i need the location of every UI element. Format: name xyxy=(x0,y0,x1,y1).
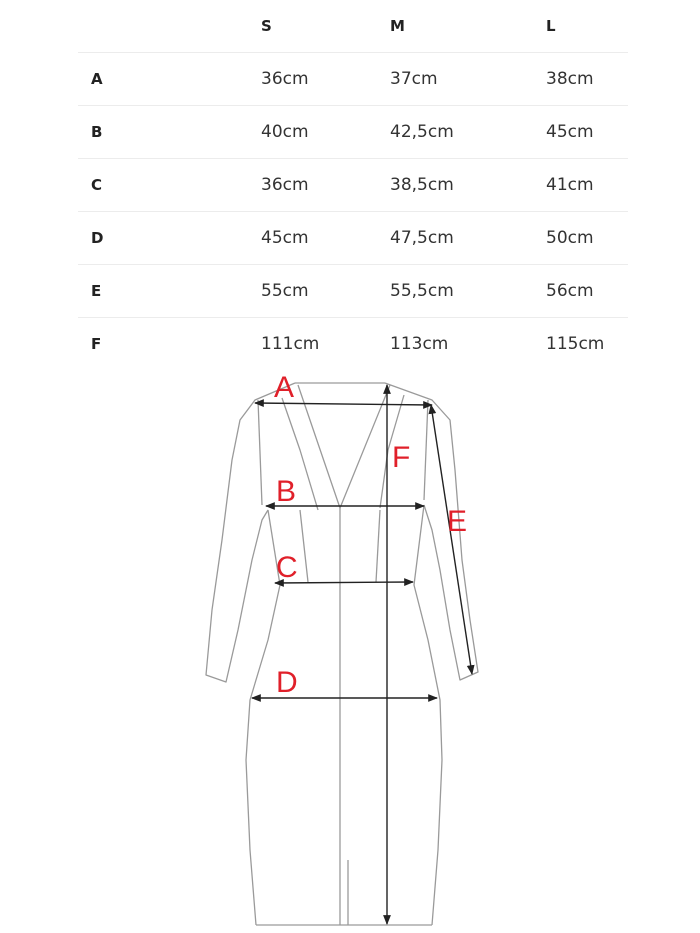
table-cell: 40cm xyxy=(261,122,309,142)
table-row xyxy=(78,159,628,212)
label-e: E xyxy=(447,505,468,538)
table-cell: 55cm xyxy=(261,281,309,301)
header-cell-s: S xyxy=(261,17,272,35)
row-label: E xyxy=(91,282,102,300)
dress-measurement-diagram xyxy=(0,360,700,933)
row-label: B xyxy=(91,123,103,141)
table-cell: 36cm xyxy=(261,69,309,89)
table-cell: 47,5cm xyxy=(390,228,454,248)
table-cell: 42,5cm xyxy=(390,122,454,142)
table-cell: 45cm xyxy=(261,228,309,248)
table-cell: 37cm xyxy=(390,69,438,89)
dress-outline xyxy=(206,383,478,925)
row-label: A xyxy=(91,70,103,88)
table-cell: 41cm xyxy=(546,175,594,195)
table-row xyxy=(78,212,628,265)
table-cell: 50cm xyxy=(546,228,594,248)
row-label: D xyxy=(91,229,104,247)
label-a: A xyxy=(274,371,295,404)
table-cell: 111cm xyxy=(261,334,320,354)
table-cell: 36cm xyxy=(261,175,309,195)
arrow-e xyxy=(431,405,472,674)
row-label: F xyxy=(91,335,102,353)
size-table xyxy=(78,0,628,370)
table-row xyxy=(78,265,628,318)
table-cell: 55,5cm xyxy=(390,281,454,301)
table-cell: 45cm xyxy=(546,122,594,142)
row-label: C xyxy=(91,176,103,194)
table-row xyxy=(78,106,628,159)
table-cell: 113cm xyxy=(390,334,449,354)
table-cell: 38cm xyxy=(546,69,594,89)
label-b: B xyxy=(276,475,297,508)
header-cell-m: M xyxy=(390,17,405,35)
label-f: F xyxy=(392,441,411,474)
label-c: C xyxy=(276,551,298,584)
header-cell-l: L xyxy=(546,17,556,35)
table-cell: 38,5cm xyxy=(390,175,454,195)
table-header-row xyxy=(78,0,628,53)
table-row xyxy=(78,53,628,106)
label-d: D xyxy=(276,666,298,699)
measurement-arrows xyxy=(252,385,472,924)
table-cell: 115cm xyxy=(546,334,605,354)
table-cell: 56cm xyxy=(546,281,594,301)
